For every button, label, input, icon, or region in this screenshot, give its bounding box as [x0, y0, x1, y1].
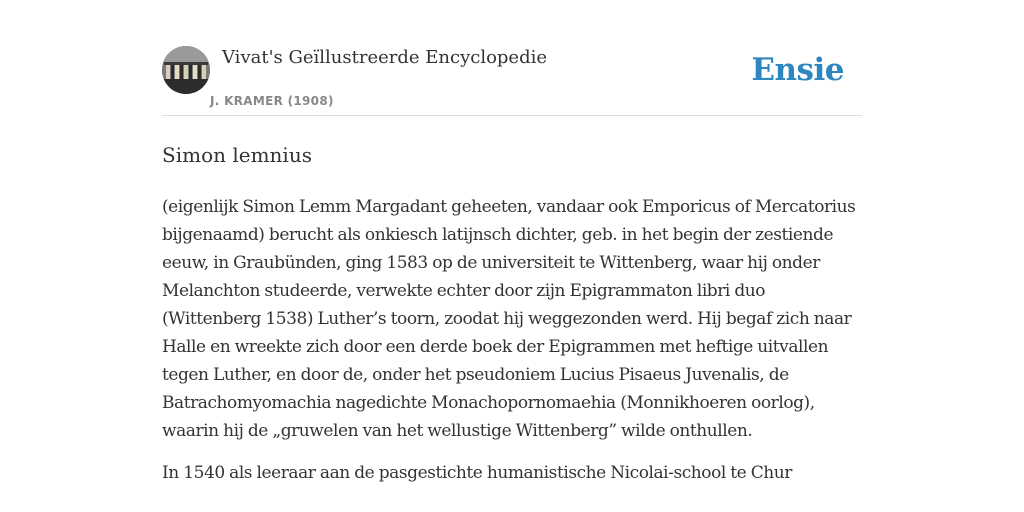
article-paragraph: (eigenlijk Simon Lemm Margadant geheeten, vandaar ook Emporicus of Mercatorius bijgenaamd) berucht als onkiesch latijnsch dichter, geb. in het begin der zestiende eeuw, in Graubünden, ging 1583 op de universiteit te Wittenberg, waar hij onder Melanchton studeerde, verwekte echter door zijn Epigrammaton libri duo (Wittenberg 1538) Luther’s toorn, zoodat hij weggezonden werd. Hij begaf zich naar Halle en wreekte zich door een derde boek der Epigrammen met heftige uitvallen tegen Luther, en door de, onder het pseudoniem Lucius Pisaeus Juvenalis, de Batrachomyomachia nagedichte Monachopornomaehia (Monnikhoeren oorlog), waarin hij de „gruwelen van het wellustige Wittenberg” wilde onthullen. — [162, 197, 856, 441]
ensie-logo[interactable]: Ensie — [751, 52, 844, 88]
book-cover-avatar[interactable] — [162, 46, 210, 94]
article-title: Simon lemnius — [162, 143, 312, 167]
book-title[interactable]: Vivat's Geïllustreerde Encyclopedie — [222, 47, 548, 68]
article-paragraph: In 1540 als leeraar aan de pasgestichte humanistische Nicolai-school te Chur — [162, 463, 792, 483]
book-spines-icon — [162, 46, 210, 94]
header — [162, 46, 862, 116]
book-author[interactable]: J. KRAMER (1908) — [210, 94, 334, 108]
article — [162, 139, 862, 501]
